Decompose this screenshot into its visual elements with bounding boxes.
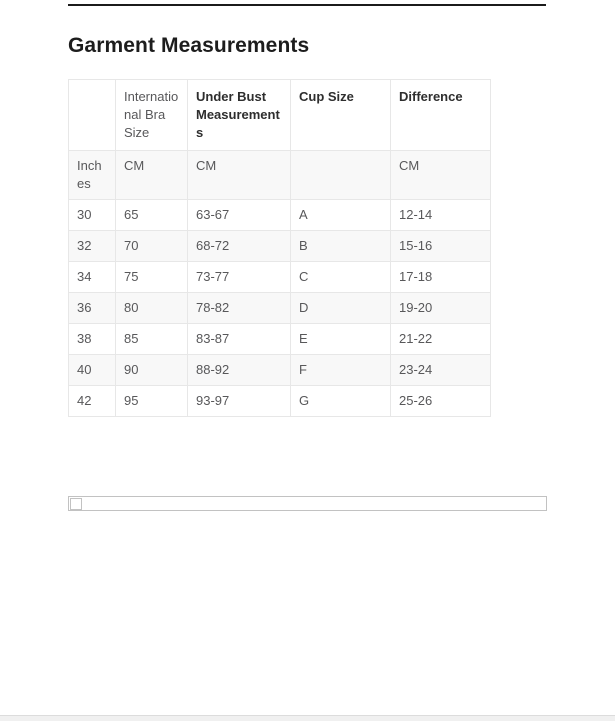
broken-image-icon — [70, 498, 82, 510]
table-row — [69, 262, 491, 293]
table-cell: 73-77 — [188, 262, 291, 293]
unit-cell-cm-2: CM — [188, 151, 291, 200]
table-header-row — [69, 80, 491, 151]
table-cell: 70 — [116, 231, 188, 262]
table-row — [69, 324, 491, 355]
table-cell: 93-97 — [188, 386, 291, 417]
table-cell: 25-26 — [391, 386, 491, 417]
table-cell: 65 — [116, 200, 188, 231]
table-cell: 30 — [69, 200, 116, 231]
table-row — [69, 386, 491, 417]
table-row — [69, 355, 491, 386]
table-cell: 19-20 — [391, 293, 491, 324]
header-cell-cup-size: Cup Size — [291, 80, 391, 151]
page-title: Garment Measurements — [68, 34, 310, 57]
table-cell: 12-14 — [391, 200, 491, 231]
unit-cell-cm-3: CM — [391, 151, 491, 200]
table-cell: D — [291, 293, 391, 324]
table-cell: 15-16 — [391, 231, 491, 262]
table-cell: A — [291, 200, 391, 231]
unit-cell-cm-1: CM — [116, 151, 188, 200]
table-cell: F — [291, 355, 391, 386]
broken-image-placeholder — [68, 496, 547, 511]
table-cell: 38 — [69, 324, 116, 355]
unit-cell-empty — [291, 151, 391, 200]
table-unit-row — [69, 151, 491, 200]
table-row — [69, 200, 491, 231]
table-cell: 88-92 — [188, 355, 291, 386]
table-body — [69, 200, 491, 417]
table-cell: 40 — [69, 355, 116, 386]
table-cell: 42 — [69, 386, 116, 417]
footer-divider — [0, 715, 615, 721]
header-cell-international-bra-size: International Bra Size — [116, 80, 188, 151]
table-cell: 95 — [116, 386, 188, 417]
table-cell: B — [291, 231, 391, 262]
table-cell: 80 — [116, 293, 188, 324]
table-cell: 78-82 — [188, 293, 291, 324]
header-cell-difference: Difference — [391, 80, 491, 151]
unit-cell-inches: Inches — [69, 151, 116, 200]
top-divider — [68, 4, 546, 6]
table-cell: C — [291, 262, 391, 293]
table-cell: 63-67 — [188, 200, 291, 231]
table-cell: 34 — [69, 262, 116, 293]
table-cell: 32 — [69, 231, 116, 262]
table-cell: 83-87 — [188, 324, 291, 355]
table-cell: 75 — [116, 262, 188, 293]
header-cell-empty — [69, 80, 116, 151]
table-cell: 17-18 — [391, 262, 491, 293]
table-cell: 90 — [116, 355, 188, 386]
table-cell: G — [291, 386, 391, 417]
table-cell: 21-22 — [391, 324, 491, 355]
header-cell-under-bust-measurements: Under Bust Measurements — [188, 80, 291, 151]
table-row — [69, 231, 491, 262]
table-cell: 85 — [116, 324, 188, 355]
table-cell: 36 — [69, 293, 116, 324]
table-cell: 23-24 — [391, 355, 491, 386]
table-row — [69, 293, 491, 324]
table-cell: E — [291, 324, 391, 355]
table-cell: 68-72 — [188, 231, 291, 262]
measurements-table — [68, 79, 491, 417]
